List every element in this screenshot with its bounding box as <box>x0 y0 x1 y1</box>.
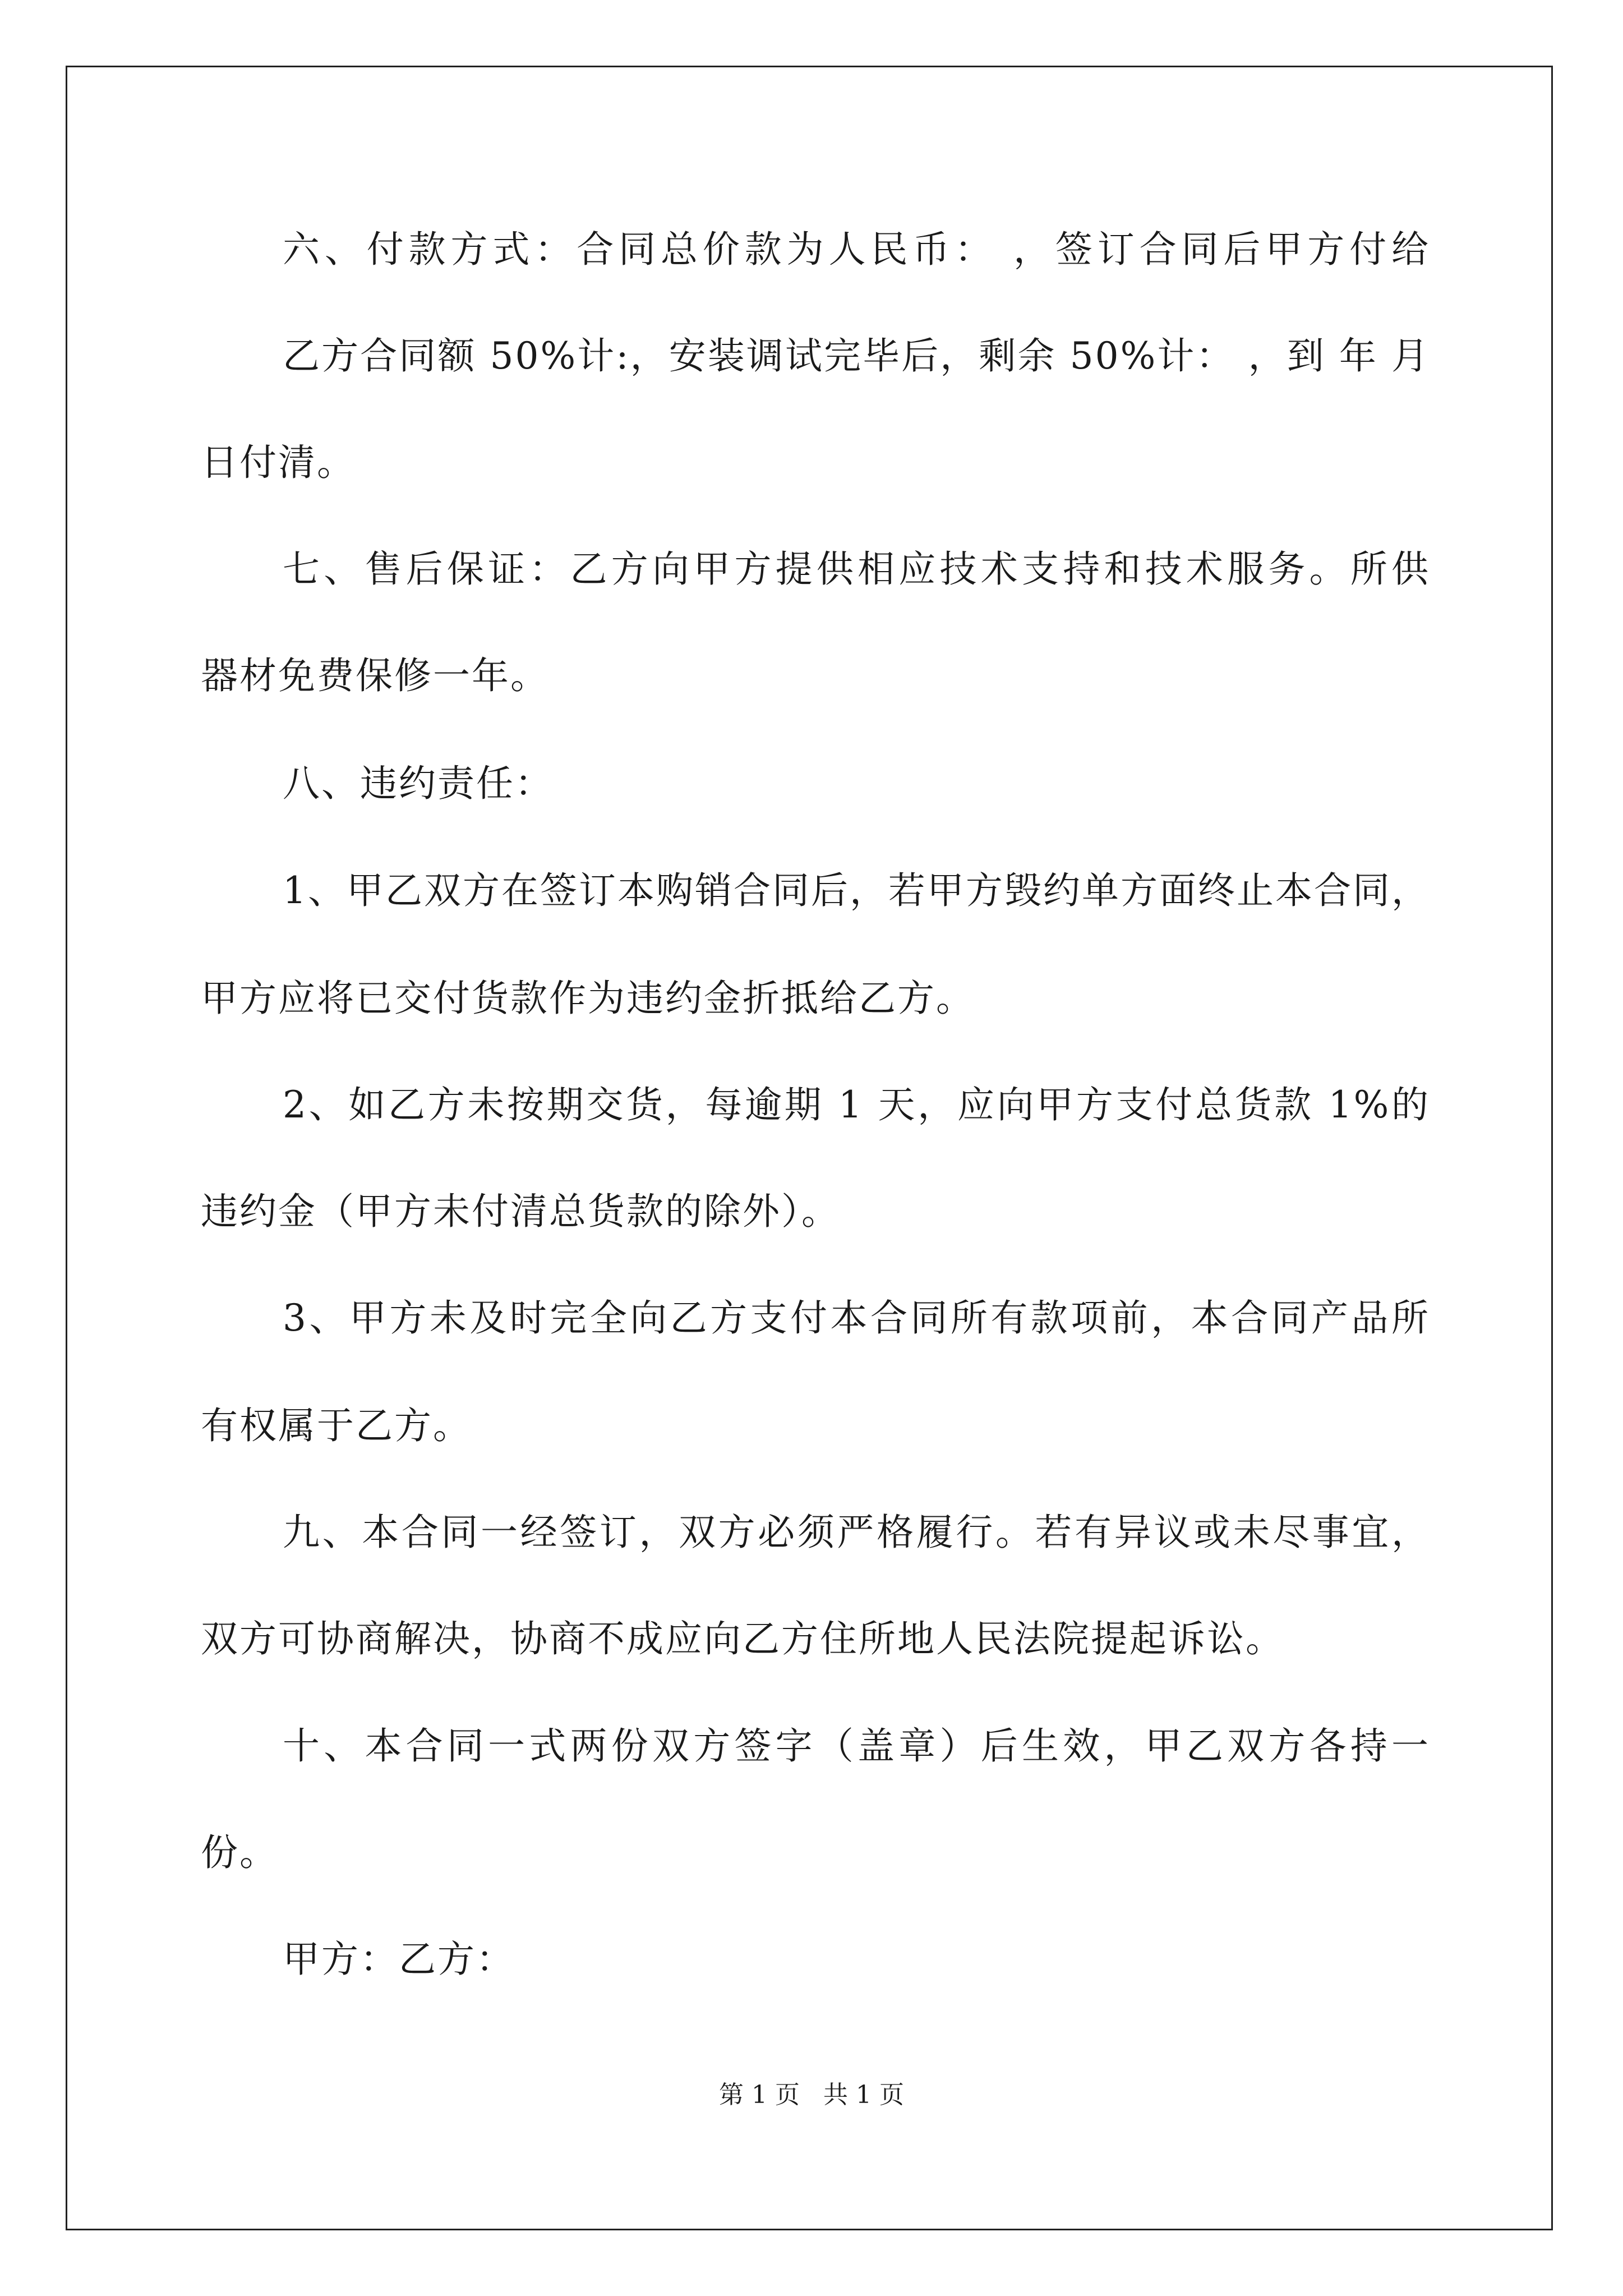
clause-8-item-1-line-2: 甲方应将已交付货款作为违约金折抵给乙方。 <box>201 977 975 1020</box>
page-border <box>66 66 1553 2230</box>
signature-line: 甲方：乙方： <box>283 1938 515 1981</box>
clause-6-line-3: 日付清。 <box>201 441 356 484</box>
clause-8-item-2-line-1: 2、如乙方未按期交货，每逾期 1 天，应向甲方支付总货款 1%的 <box>283 1083 1430 1126</box>
clause-6-line-1: 六、付款方式：合同总价款为人民币： ，签订合同后甲方付给 <box>283 228 1430 271</box>
clause-8-heading: 八、违约责任： <box>283 762 554 805</box>
clause-9-line-2: 双方可协商解决，协商不成应向乙方住所地人民法院提起诉讼。 <box>201 1617 1284 1660</box>
clause-8-item-3-line-1: 3、甲方未及时完全向乙方支付本合同所有款项前，本合同产品所 <box>283 1296 1430 1340</box>
clause-10-line-1: 十、本合同一式两份双方签字（盖章）后生效，甲乙双方各持一 <box>283 1724 1430 1768</box>
clause-10-line-2: 份。 <box>201 1831 278 1874</box>
clause-8-item-2-line-2: 违约金（甲方未付清总货款的除外）。 <box>201 1190 840 1233</box>
clause-8-item-1-line-1: 1、甲乙双方在签订本购销合同后，若甲方毁约单方面终止本合同， <box>283 869 1430 912</box>
clause-7-line-2: 器材免费保修一年。 <box>201 654 549 697</box>
page-number-footer: 第 1 页 共 1 页 <box>719 2081 904 2109</box>
clause-8-item-3-line-2: 有权属于乙方。 <box>201 1404 472 1447</box>
clause-9-line-1: 九、本合同一经签订，双方必须严格履行。若有异议或未尽事宜， <box>283 1511 1430 1554</box>
clause-6-line-2: 乙方合同额 50%计:，安装调试完毕后，剩余 50%计： ，到 年 月 <box>283 334 1430 378</box>
clause-7-line-1: 七、售后保证：乙方向甲方提供相应技术支持和技术服务。所供 <box>283 547 1430 591</box>
